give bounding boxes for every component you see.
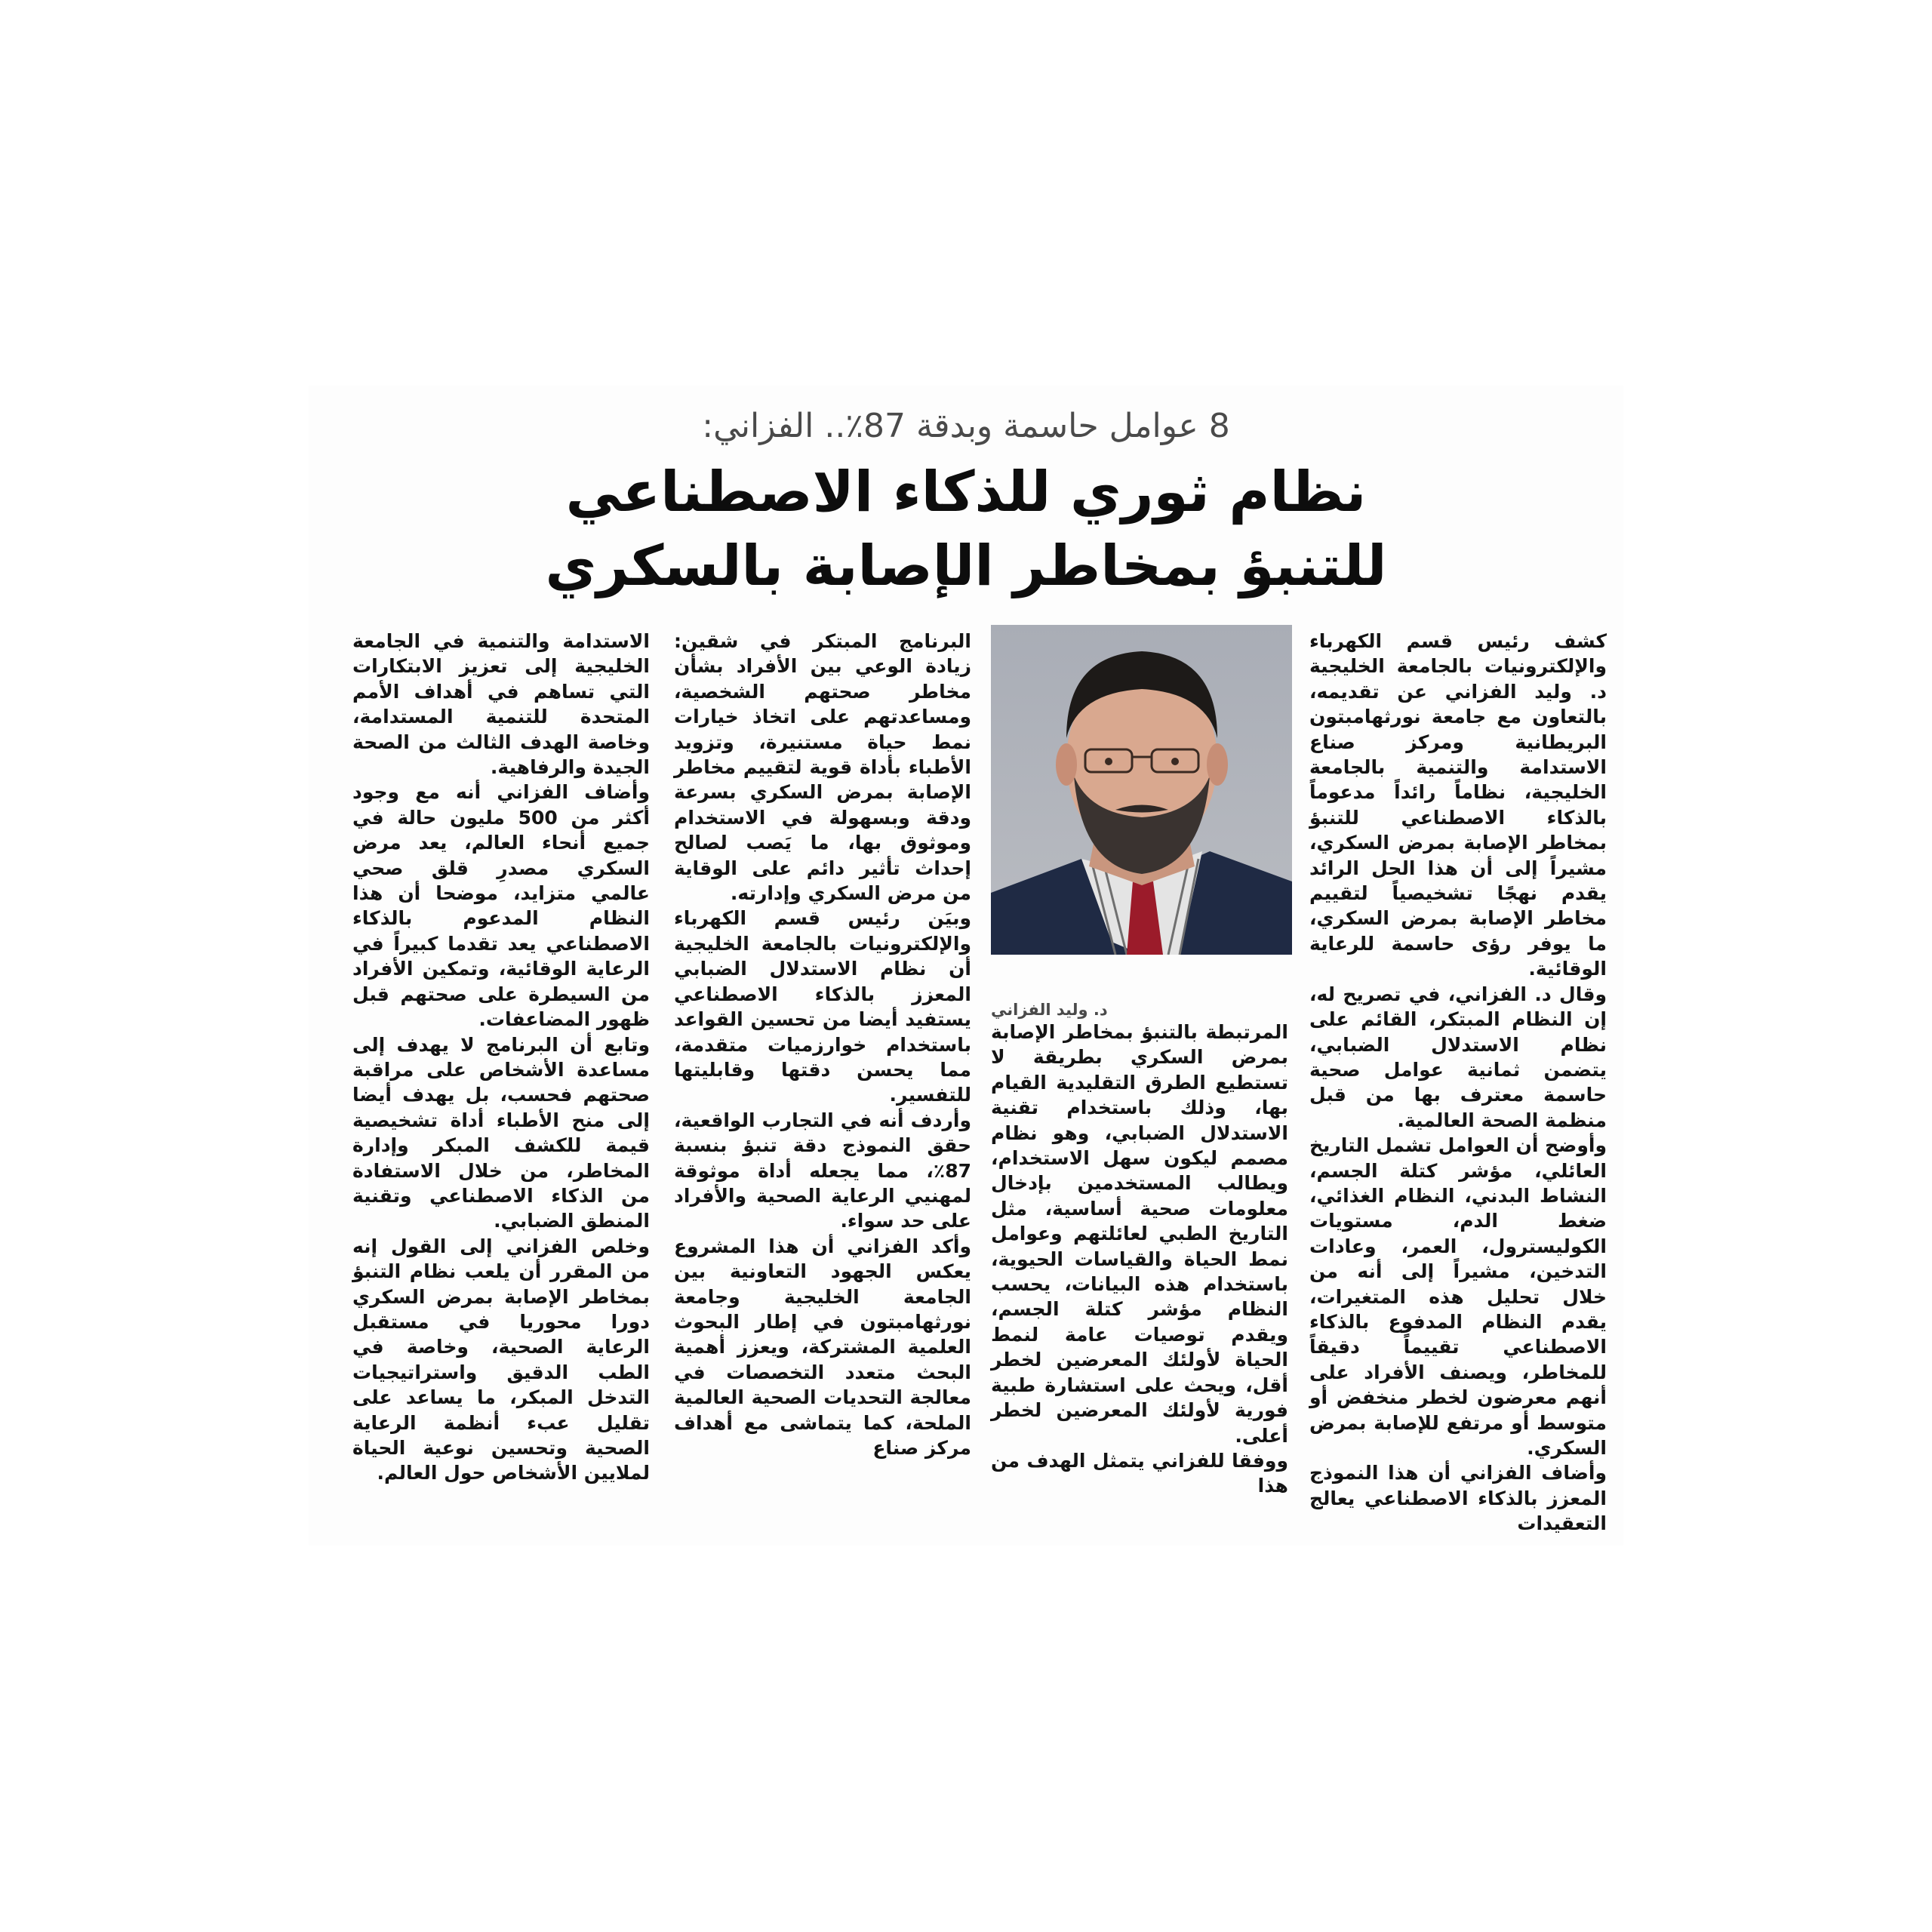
paragraph: المرتبطة بالتنبؤ بمخاطر الإصابة بمرض السكري بطريقة لا تستطيع الطرق التقليدية القيام بها، وذلك باستخدام تقنية الاستدلال الضبابي، وهو نظام مصمم ليكون سهل الاستخدام، ويطالب المستخدمين بإدخال معلومات صحية أساسية، مثل التاريخ الطبي لعائلتهم وعوامل نمط الحياة والقياسات الحيوية، باستخدام هذه البيانات، يحسب النظام مؤشر كتلة الجسم، ويقدم توصيات عامة لنمط الحياة لأولئك المعرضين لخطر أقل، ويحث على استشارة طبية فورية لأولئك المعرضين لخطر أعلى.	[991, 1021, 1288, 1447]
paragraph: وأضاف الفزاني أنه مع وجود أكثر من 500 مليون حالة في جميع أنحاء العالم، يعد مرض السكري مصدرِ قلق صحي عالمي متزايد، موضحا أن هذا النظام المدعوم بالذكاء الاصطناعي يعد تقدما كبيراً في الرعاية الوقائية، وتمكين الأفراد من السيطرة على صحتهم قبل ظهور المضاعفات.	[352, 781, 650, 1031]
paragraph: وتابع أن البرنامج لا يهدف إلى مساعدة الأشخاص على مراقبة صحتهم فحسب، بل يهدف أيضا إلى منح الأطباء أداة تشخيصية قيمة للكشف المبكر وإدارة المخاطر، من خلال الاستفادة من الذكاء الاصطناعي وتقنية المنطق الضبابي.	[352, 1033, 650, 1232]
article-column-3	[674, 629, 971, 1460]
paragraph: البرنامج المبتكر في شقين: زيادة الوعي بين الأفراد بشأن مخاطر صحتهم الشخصية، ومساعدتهم على اتخاذ خيارات نمط حياة مستنيرة، وتزويد الأطباء بأداة قوية لتقييم مخاطر الإصابة بمرض السكري بسرعة ودقة وبسهولة في الاستخدام وموثوق بها، ما يَصب لصالح إحداث تأثير دائم على الوقاية من مرض السكري وإدارته.	[674, 630, 971, 905]
paragraph: وأردف أنه في التجارب الواقعية، حقق النموذج دقة تنبؤ بنسبة 87٪، مما يجعله أداة موثوقة لمهنيي الرعاية الصحية والأفراد على حد سواء.	[674, 1109, 971, 1232]
paragraph: الاستدامة والتنمية في الجامعة الخليجية إلى تعزيز الابتكارات التي تساهم في أهداف الأمم المتحدة للتنمية المستدامة، وخاصة الهدف الثالث من الصحة الجيدة والرفاهية.	[352, 630, 650, 779]
headline-line: للتنبؤ بمخاطر الإصابة بالسكري	[545, 534, 1387, 598]
portrait-illustration	[991, 625, 1292, 955]
article-column-1	[1309, 629, 1607, 1537]
paragraph: وقال د. الفزاني، في تصريح له، إن النظام المبتكر، القائم على نظام الاستدلال الضبابي، يتضمن ثمانية عوامل صحية حاسمة معترف بها من قبل منظمة الصحة العالمية.	[1309, 983, 1607, 1131]
paragraph: وبيَن رئيس قسم الكهرباء والإلكترونيات بالجامعة الخليجية أن نظام الاستدلال الضبابي المعزز بالذكاء الاصطناعي يستفيد أيضا من تحسين القواعد باستخدام خوارزميات متقدمة، مما يحسن دقتها وقابليتها للتفسير.	[674, 907, 971, 1106]
photo-caption: د. وليد الفزاني	[991, 1001, 1108, 1019]
paragraph: كشف رئيس قسم الكهرباء والإلكترونيات بالجامعة الخليجية د. وليد الفزاني عن تقديمه، بالتعاون مع جامعة نورثهامبتون البريطانية ومركز صناع الاستدامة والتنمية بالجامعة الخليجية، نظاماً رائداً مدعوماً بالذكاء الاصطناعي للتنبؤ بمخاطر الإصابة بمرض السكري، مشيراً إلى أن هذا الحل الرائد يقدم نهجًا تشخيصياً لتقييم مخاطر الإصابة بمرض السكري، ما يوفر رؤى حاسمة للرعاية الوقائية.	[1309, 630, 1607, 980]
paragraph: وأكد الفزاني أن هذا المشروع يعكس الجهود التعاونية بين الجامعة الخليجية وجامعة نورثهامبتون في إطار البحوث العلمية المشتركة، ويعزز أهمية البحث متعدد التخصصات في معالجة التحديات الصحية العالمية الملحة، كما يتماشى مع أهداف مركز صناع	[674, 1235, 971, 1459]
paragraph: ووفقا للفزاني يتمثل الهدف من هذا	[991, 1449, 1288, 1497]
paragraph: وخلص الفزاني إلى القول إنه من المقرر أن يلعب نظام التنبؤ بمخاطر الإصابة بمرض السكري دورا محوريا في مستقبل الرعاية الصحية، وخاصة في الطب الدقيق واستراتيجيات التدخل المبكر، ما يساعد على تقليل عبء أنظمة الرعاية الصحية وتحسين نوعية الحياة لملايين الأشخاص حول العالم.	[352, 1235, 650, 1484]
article-subhead: 8 عوامل حاسمة وبدقة 87٪.. الفزاني:	[702, 407, 1230, 445]
article-headline	[309, 455, 1623, 603]
paragraph: وأوضح أن العوامل تشمل التاريخ العائلي، مؤشر كتلة الجسم، النشاط البدني، النظام الغذائي، ضغط الدم، مستويات الكوليسترول، العمر، وعادات التدخين، مشيراً إلى أنه من خلال تحليل هذه المتغيرات، يقدم النظام المدفوع بالذكاء الاصطناعي تقييماً دقيقاً للمخاطر، ويصنف الأفراد على أنهم معرضون لخطر منخفض أو متوسط أو مرتفع للإصابة بمرض السكري.	[1309, 1134, 1607, 1459]
portrait-photo	[991, 625, 1292, 955]
paragraph: وأضاف الفزاني أن هذا النموذج المعزز بالذكاء الاصطناعي يعالج التعقيدات	[1309, 1462, 1607, 1535]
article-column-2	[991, 1020, 1288, 1499]
newspaper-clipping	[309, 386, 1623, 1546]
article-column-4	[352, 629, 650, 1486]
headline-line: نظام ثوري للذكاء الاصطناعي	[565, 460, 1367, 525]
